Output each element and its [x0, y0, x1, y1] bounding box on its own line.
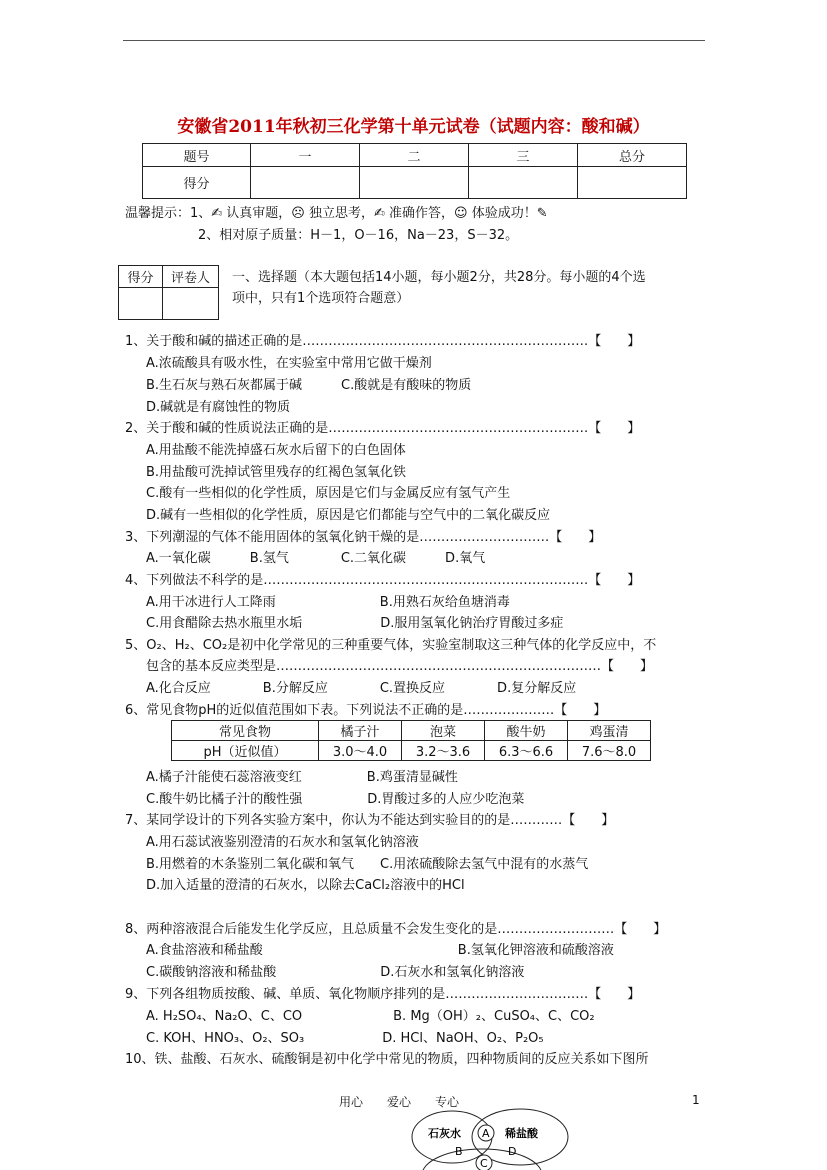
- option-line: B.生石灰与熟石灰都属于碱 C.酸就是有酸味的物质: [146, 378, 472, 393]
- question-5-cont: 包含的基本反应类型是…………………………………………………………………【 】: [146, 659, 654, 674]
- option-line: A.浓硫酸具有吸水性，在实验室中常用它做干燥剂: [146, 356, 432, 371]
- ph-value-cell: 7.6～8.0: [568, 741, 651, 761]
- option-line: A.用干冰进行人工降雨 B.用熟石灰给鱼塘消毒: [146, 595, 510, 610]
- ph-row-label: pH（近似值）: [172, 741, 319, 761]
- ph-table: [171, 720, 651, 761]
- ph-header-cell: 橘子汁: [319, 721, 402, 741]
- option-line: B.用燃着的木条鉴别二氧化碳和氧气 C.用浓硫酸除去氢气中混有的水蒸气: [146, 857, 589, 872]
- ph-header-cell: 鸡蛋清: [568, 721, 651, 741]
- page-number: 1: [692, 1093, 700, 1107]
- grader-score-label: 得分: [119, 266, 163, 288]
- option-line: D.碱就是有腐蚀性的物质: [146, 400, 291, 415]
- section-heading-cont: 项中，只有1个选项符合题意）: [232, 291, 410, 306]
- venn-label-limewater: 石灰水: [428, 1127, 461, 1140]
- ph-header-cell: 泡菜: [402, 721, 485, 741]
- question-9: 9、下列各组物质按酸、碱、单质、氧化物顺序排列的是……………………………【 】: [125, 987, 641, 1002]
- ph-header-cell: 常见食物: [172, 721, 319, 741]
- question-7: 7、某同学设计的下列各实验方案中，你认为不能达到实验目的的是…………【 】: [125, 813, 615, 828]
- venn-node-a-label: A: [482, 1127, 490, 1140]
- score-header-cell: 二: [360, 144, 469, 167]
- footer-motto: 用心 爱心 专心: [339, 1095, 460, 1109]
- option-line: D.加入适量的澄清的石灰水，以除去CaCl₂溶液中的HCl: [146, 878, 465, 893]
- grader-table: [118, 265, 219, 320]
- question-6: 6、常见食物pH的近似值范围如下表。下列说法不正确的是…………………【 】: [125, 703, 607, 718]
- score-header-cell: 一: [251, 144, 360, 167]
- grader-name-cell[interactable]: [163, 288, 219, 320]
- header-rule: [123, 40, 705, 41]
- ph-value-cell: 6.3～6.6: [485, 741, 568, 761]
- option-line: A.用盐酸不能洗掉盛石灰水后留下的白色固体: [146, 443, 406, 458]
- option-line: C. KOH、HNO₃、O₂、SO₃ D. HCl、NaOH、O₂、P₂O₅: [146, 1031, 544, 1046]
- question-10: 10、铁、盐酸、石灰水、硫酸铜是初中化学中常见的物质，四种物质间的反应关系如下图所: [125, 1052, 649, 1067]
- score-header-cell: 题号: [143, 144, 251, 167]
- option-line: C.碳酸钠溶液和稀盐酸 D.石灰水和氢氧化钠溶液: [146, 965, 525, 980]
- grader-score-cell[interactable]: [119, 288, 163, 320]
- option-line: A.用石蕊试液鉴别澄清的石灰水和氢氧化钠溶液: [146, 835, 419, 850]
- question-8: 8、两种溶液混合后能发生化学反应，且总质量不会发生变化的是………………………【 】: [125, 922, 667, 937]
- section-heading: 一、选择题（本大题包括14小题，每小题2分，共28分。每小题的4个选: [232, 270, 646, 285]
- ph-value-cell: 3.2～3.6: [402, 741, 485, 761]
- tip-line-2: 2、相对原子质量：H－1，O－16，Na－23，S－32。: [198, 228, 519, 243]
- tip-line-1: 温馨提示：1、✍ 认真审题，☹ 独立思考，✍ 准确作答，☺ 体验成功！✎: [125, 206, 548, 221]
- question-1: 1、关于酸和碱的描述正确的是…………………………………………………………【 】: [125, 334, 641, 349]
- option-line: B.用盐酸可洗掉试管里残存的红褐色氢氧化铁: [146, 465, 407, 480]
- venn-label-acid: 稀盐酸: [505, 1127, 538, 1140]
- question-3: 3、下列潮湿的气体不能用固体的氢氧化钠干燥的是…………………………【 】: [125, 530, 602, 545]
- score-cell[interactable]: [360, 167, 469, 199]
- ph-value-cell: 3.0～4.0: [319, 741, 402, 761]
- score-header-cell: 三: [469, 144, 578, 167]
- page-title: 安徽省2011年秋初三化学第十单元试卷（试题内容：酸和碱）: [177, 117, 650, 137]
- score-cell[interactable]: [578, 167, 687, 199]
- venn-node-d-label: D: [508, 1145, 517, 1158]
- option-line: D.碱有一些相似的化学性质，原因是它们都能与空气中的二氧化碳反应: [146, 508, 551, 523]
- score-header-cell: 总分: [578, 144, 687, 167]
- venn-node-c-label: C: [480, 1157, 488, 1170]
- option-line: C.酸牛奶比橘子汁的酸性强 D.胃酸过多的人应少吃泡菜: [146, 792, 525, 807]
- venn-diagram: [410, 1105, 580, 1170]
- option-line: A.一氧化碳 B.氢气 C.二氧化碳 D.氧气: [146, 551, 486, 566]
- score-row-label: 得分: [143, 167, 251, 199]
- question-2: 2、关于酸和碱的性质说法正确的是……………………………………………………【 】: [125, 421, 641, 436]
- option-line: A.食盐溶液和稀盐酸 B.氢氧化钾溶液和硫酸溶液: [146, 943, 614, 958]
- score-table: [142, 143, 687, 199]
- option-line: C.酸有一些相似的化学性质，原因是它们与金属反应有氢气产生: [146, 486, 511, 501]
- option-line: C.用食醋除去热水瓶里水垢 D.服用氢氧化钠治疗胃酸过多症: [146, 616, 564, 631]
- score-cell[interactable]: [251, 167, 360, 199]
- question-4: 4、下列做法不科学的是…………………………………………………………………【 】: [125, 573, 641, 588]
- option-line: A.橘子汁能使石蕊溶液变红 B.鸡蛋清显碱性: [146, 770, 458, 785]
- score-cell[interactable]: [469, 167, 578, 199]
- venn-node-b-label: B: [455, 1145, 463, 1158]
- option-line: A.化合反应 B.分解反应 C.置换反应 D.复分解反应: [146, 681, 577, 696]
- grader-name-label: 评卷人: [163, 266, 219, 288]
- question-5: 5、O₂、H₂、CO₂是初中化学常见的三种重要气体，实验室制取这三种气体的化学反应中，不: [125, 638, 657, 653]
- option-line: A. H₂SO₄、Na₂O、C、CO B. Mg（OH）₂、CuSO₄、C、CO₂: [146, 1009, 595, 1024]
- ph-header-cell: 酸牛奶: [485, 721, 568, 741]
